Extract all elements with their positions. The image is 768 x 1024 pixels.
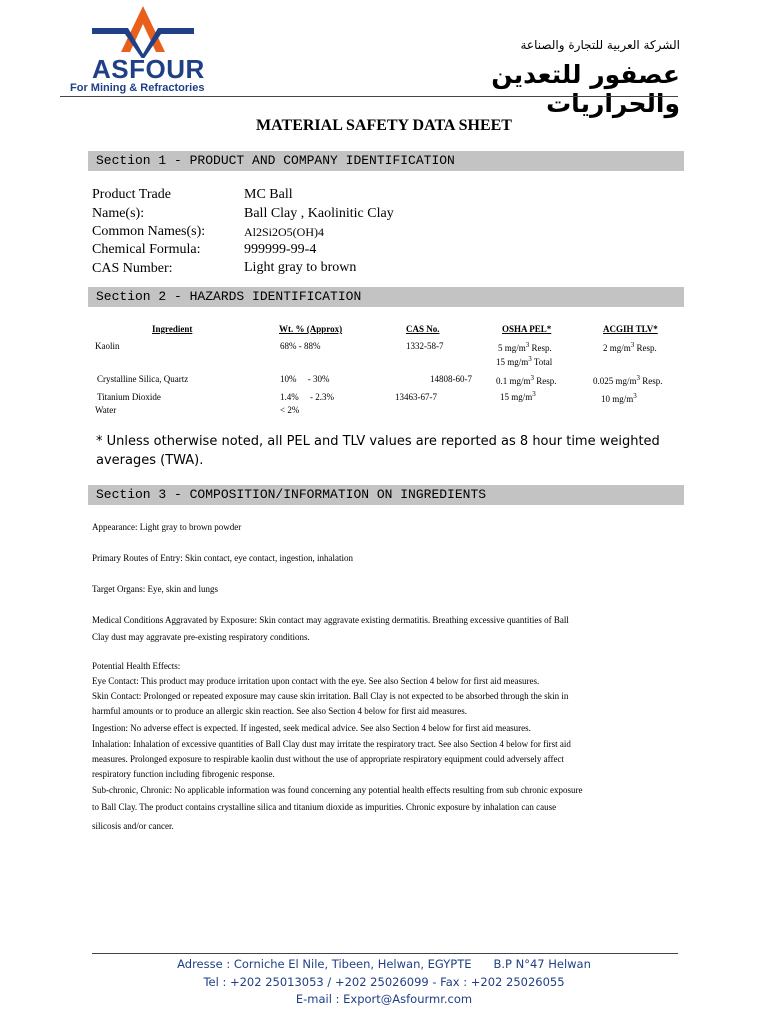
table-cell-ingredient: Crystalline Silica, Quartz [97,374,189,384]
names-value: Ball Clay , Kaolinitic Clay [244,206,394,221]
table-cell-osha: 15 $mg/m^3$ [500,390,536,402]
col-cas: CAS No. [406,324,440,334]
appearance-text: Appearance: Light gray to brown powder [92,522,242,532]
twa-footnote: * Unless otherwise noted, all PEL and TLV values are reported as 8 hour time weighted averages (TWA). [96,434,660,468]
document-title: MATERIAL SAFETY DATA SHEET [256,117,512,134]
health-effects-line: Ingestion: No adverse effect is expected. If ingested, seek medical advice. See also Section 4 below for first aid measures. [92,723,531,733]
common-names-label: Common Names(s): [92,224,206,239]
table-cell-acgih: 2 $mg/m^3$ Resp. [603,341,657,353]
footer-email: E-mail : Export@Asfourmr.com [295,992,473,1006]
common-names-value: Al2Si2O5(OH)4 [244,225,324,239]
table-cell-acgih: 0.025 $mg/m^3$ Resp. [593,374,663,386]
health-effects-line: silicosis and/or cancer. [92,821,174,831]
product-trade-label: Product Trade [92,187,171,202]
table-cell-osha-total: 15 $mg/m^3$ Total [496,355,553,367]
footer-address: Adresse : Corniche El Nile, Tibeen, Helwan, EGYPTE B.P N°47 Helwan [177,957,591,971]
health-effects-line: to Ball Clay. The product contains crystalline silica and titanium dioxide as impurities. Chronic exposure by inhalation can cause [92,802,557,812]
header-divider [60,96,678,97]
chemical-formula-label: Chemical Formula: [92,242,201,257]
table-cell-osha: 5 $mg/m^3$ Resp. [498,341,552,353]
health-effects-line: measures. Prolonged exposure to respirable kaolin dust without the use of appropriate respiratory equipment could adversely affect [92,754,564,764]
col-wt: Wt. % (Approx) [279,324,343,334]
table-cell-cas: 14808-60-7 [430,374,472,384]
section-2-heading: Section 2 - HAZARDS IDENTIFICATION [88,287,684,307]
table-cell-wt: 1.4% - 2.3% [280,392,334,402]
product-trade-value: MC Ball [244,187,293,202]
table-cell-ingredient: Titanium Dioxide [97,392,161,402]
table-cell-cas: 13463-67-7 [395,392,437,402]
cas-number-value: Light gray to brown [244,260,357,275]
medical-conditions-text-cont: Clay dust may aggravate pre-existing respiratory conditions. [92,632,310,642]
col-acgih: ACGIH TLV* [603,324,658,334]
health-effects-line: harmful amounts or to produce an allergic skin reaction. See also Section 4 below for first aid measures. [92,706,467,716]
col-ingredient: Ingredient [152,324,193,334]
names-label: Name(s): [92,206,145,221]
table-cell-ingredient: Kaolin [95,341,120,351]
arabic-brand-name: عصفور للتعدين والحراريات [491,60,680,118]
table-cell-acgih: 10 $mg/m^3$ [601,392,637,404]
health-effects-line: Eye Contact: This product may produce irritation upon contact with the eye. See also Section 4 below for first aid measures. [92,676,540,686]
table-cell-cas: 1332-58-7 [406,341,444,351]
target-organs-text: Target Organs: Eye, skin and lungs [92,584,219,594]
asfour-logo-icon [88,2,198,58]
brand-name: ASFOUR [92,54,205,84]
table-cell-wt: 10% - 30% [280,374,330,384]
cas-number-label: CAS Number: [92,261,173,276]
section-3-heading: Section 3 - COMPOSITION/INFORMATION ON INGREDIENTS [88,485,684,505]
footer-phone: Tel : +202 25013053 / +202 25026099 - Fax : +202 25026055 [203,975,565,989]
table-cell-osha: 0.1 $mg/m^3$ Resp. [496,374,557,386]
arabic-company-name: الشركة العربية للتجارة والصناعة [520,38,680,52]
table-cell-ingredient: Water [95,405,117,415]
medical-conditions-text: Medical Conditions Aggravated by Exposure: Skin contact may aggravate existing dermatitis. Breathing excessive quantities of Ball [92,615,569,625]
table-cell-wt: < 2% [280,405,300,415]
table-cell-wt: 68% - 88% [280,341,321,351]
brand-tagline: For Mining & Refractories [70,82,205,94]
col-osha: OSHA PEL* [502,324,552,334]
health-effects-heading: Potential Health Effects: [92,661,181,671]
health-effects-line: Skin Contact: Prolonged or repeated exposure may cause skin irritation. Ball Clay is not expected to be absorbed through the skin in [92,691,569,701]
section-1-heading: Section 1 - PRODUCT AND COMPANY IDENTIFICATION [88,151,684,171]
footer-divider [92,953,678,954]
routes-text: Primary Routes of Entry: Skin contact, eye contact, ingestion, inhalation [92,553,353,563]
chemical-formula-value: 999999-99-4 [244,242,317,257]
health-effects-line: respiratory function including fibrogenic response. [92,769,275,779]
health-effects-line: Sub-chronic, Chronic: No applicable information was found concerning any potential health effects resulting from sub chronic exposure [92,785,583,795]
health-effects-line: Inhalation: Inhalation of excessive quantities of Ball Clay dust may irritate the respiratory tract. See also Section 4 below for first aid [92,739,571,749]
